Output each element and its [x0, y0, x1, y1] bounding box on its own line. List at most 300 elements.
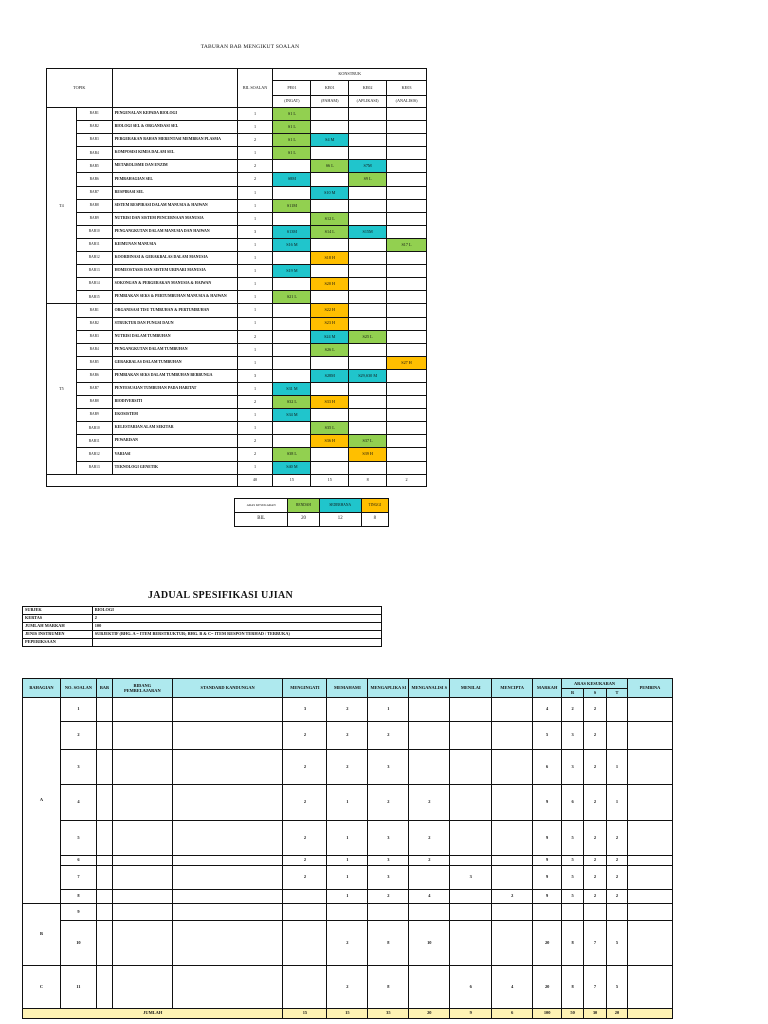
aras-r-cell: 8: [562, 966, 584, 1009]
table-row: [23, 698, 673, 722]
empty-cell: [562, 904, 584, 921]
chapter-code: BAB14: [76, 278, 112, 291]
question-count: 1: [237, 265, 273, 278]
question-count: 1: [237, 252, 273, 265]
bidang-cell: [112, 698, 172, 722]
question-count: 1: [237, 409, 273, 422]
cognitive-mark: 6: [450, 966, 492, 1009]
aras-s-cell: 2: [584, 785, 607, 821]
pe01-cell: S1 L: [273, 121, 311, 134]
chapter-name: PERGERAKAN BAHAN MERENTASI MEMBRAN PLASMA: [112, 134, 237, 147]
total-cognitive: 15: [327, 1009, 368, 1019]
chapter-code: BAB3: [76, 134, 112, 147]
pe01-cell: S13M: [273, 225, 311, 238]
ke01-cell: S28M: [311, 369, 349, 382]
ke03-cell: [387, 186, 427, 199]
aras-t-cell: 5: [607, 921, 628, 966]
chapter-name: GERAKBALAS DALAM TUMBUHAN: [112, 356, 237, 369]
bidang-cell: [112, 921, 172, 966]
distribution-title: TABURAN BAB MENGIKUT SOALAN: [200, 44, 300, 50]
cognitive-mark: 1: [327, 866, 368, 890]
bidang-cell: [112, 890, 172, 904]
total-r: 50: [562, 1009, 584, 1019]
cognitive-mark: 2: [409, 821, 450, 856]
ke03-cell: [387, 435, 427, 448]
chapter-code: BAB11: [76, 435, 112, 448]
ke02-cell: [349, 265, 387, 278]
table-row: [47, 369, 427, 382]
ke03-cell: [387, 304, 427, 317]
table-row: [23, 856, 673, 866]
aras-rendah-value: 20: [288, 513, 319, 527]
cognitive-mark: 2: [327, 722, 368, 750]
ke03-cell: [387, 212, 427, 225]
ke02-cell: [349, 147, 387, 160]
table-row: [47, 304, 427, 317]
cognitive-mark: 1: [327, 785, 368, 821]
empty-cell: [584, 904, 607, 921]
chapter-code: BAB9: [76, 409, 112, 422]
ke01-cell: [311, 448, 349, 461]
chapter-code: BAB7: [76, 382, 112, 395]
question-count: 2: [237, 160, 273, 173]
pe01-cell: [273, 304, 311, 317]
bidang-cell: [112, 856, 172, 866]
aras-s-cell: 2: [584, 890, 607, 904]
form-label: T5: [47, 304, 77, 474]
chapter-name: METABOLISME DAN ENZIM: [112, 160, 237, 173]
spec-table: [22, 678, 673, 1019]
table-row: [23, 607, 382, 615]
table-row: [47, 265, 427, 278]
cognitive-mark: 2: [492, 890, 533, 904]
bidang-cell: [112, 785, 172, 821]
ke01-cell: [311, 238, 349, 251]
cognitive-mark: 2: [409, 785, 450, 821]
markah-cell: 6: [533, 750, 562, 785]
bidang-cell: [112, 904, 172, 921]
cognitive-mark: [409, 750, 450, 785]
ke03-cell: [387, 382, 427, 395]
chapter-code: BAB10: [76, 225, 112, 238]
question-count: 1: [237, 278, 273, 291]
question-count: 1: [237, 212, 273, 225]
ke02-cell: [349, 278, 387, 291]
konstruk-header: KONSTRUK: [273, 69, 427, 81]
bab-cell: [96, 856, 112, 866]
aras-t-cell: 2: [607, 866, 628, 890]
chapter-name: BIOLOGI SEL & ORGANISASI SEL: [112, 121, 237, 134]
table-row: [47, 330, 427, 343]
markah-cell: 20: [533, 966, 562, 1009]
cognitive-mark: [283, 890, 327, 904]
chapter-name: SISTEM RESPIRASI DALAM MANUSIA & HAIWAN: [112, 199, 237, 212]
info-value: 100: [92, 623, 381, 631]
pe01-cell: [273, 317, 311, 330]
aras-sub-header: R: [562, 689, 584, 698]
ke02-cell: [349, 291, 387, 304]
total-markah: 100: [533, 1009, 562, 1019]
bab-cell: [96, 966, 112, 1009]
question-count: 1: [237, 317, 273, 330]
ke03-cell: [387, 422, 427, 435]
aras-sederhana-value: 12: [319, 513, 361, 527]
ke02-cell: [349, 252, 387, 265]
pembina-cell: [627, 966, 672, 1009]
table-row: [47, 382, 427, 395]
pe01-cell: [273, 356, 311, 369]
info-value: BIOLOGI: [92, 607, 381, 615]
table-row: [47, 474, 427, 486]
question-number: 7: [60, 866, 96, 890]
pe01-cell: S11M: [273, 199, 311, 212]
ke03-cell: S27 H: [387, 356, 427, 369]
pe01-cell: [273, 435, 311, 448]
empty-cell: [450, 904, 492, 921]
ke02-cell: S9 L: [349, 173, 387, 186]
chapter-name: KOMPOSISI KIMIA DALAM SEL: [112, 147, 237, 160]
ke01-cell: S33 H: [311, 396, 349, 409]
ke02-cell: [349, 108, 387, 121]
total-pembina: [627, 1009, 672, 1019]
ke02-cell: [349, 186, 387, 199]
standard-cell: [172, 890, 283, 904]
table-row: [23, 1009, 673, 1019]
cognitive-mark: [492, 785, 533, 821]
ke02-cell: S15M: [349, 225, 387, 238]
ke01-cell: [311, 265, 349, 278]
question-count: 2: [237, 448, 273, 461]
total-pe01: 15: [273, 474, 311, 486]
cognitive-mark: [492, 750, 533, 785]
cognitive-mark: [492, 821, 533, 856]
cognitive-mark: [450, 785, 492, 821]
pe01-cell: [273, 369, 311, 382]
chapter-code: BAB13: [76, 265, 112, 278]
pe01-cell: S31 M: [273, 382, 311, 395]
pe01-cell: [273, 186, 311, 199]
question-count: 1: [237, 422, 273, 435]
construct-code-k4: KE03: [387, 81, 427, 96]
ke03-cell: [387, 343, 427, 356]
standard-header: STANDARD KANDUNGAN: [172, 679, 283, 698]
chapter-name: KOORDINASI & GERAKBALAS DALAM MANUSIA: [112, 252, 237, 265]
table-row: [23, 785, 673, 821]
question-count: 2: [237, 435, 273, 448]
table-row: [47, 343, 427, 356]
ke02-cell: [349, 422, 387, 435]
cognitive-mark: 2: [283, 856, 327, 866]
pe01-cell: S32 L: [273, 396, 311, 409]
aras-t-cell: 1: [607, 785, 628, 821]
ke01-cell: S12 L: [311, 212, 349, 225]
chapter-name: HOMEOSTASIS DAN SISTEM URINARI MANUSIA: [112, 265, 237, 278]
cognitive-mark: 2: [327, 698, 368, 722]
chapter-name: ORGANISASI TISU TUMBUHAN & PERTUMBUHAN: [112, 304, 237, 317]
question-count: 2: [237, 134, 273, 147]
ke03-cell: [387, 199, 427, 212]
chapter-name: PENGANGKUTAN DALAM TUMBUHAN: [112, 343, 237, 356]
cognitive-mark: 1: [368, 698, 409, 722]
chapter-name: STRUKTUR DAN FUNGSI DAUN: [112, 317, 237, 330]
table-row: [47, 147, 427, 160]
aras-bil-label: BIL: [235, 513, 288, 527]
ke01-cell: [311, 291, 349, 304]
cognitive-mark: 2: [283, 750, 327, 785]
ke02-cell: [349, 304, 387, 317]
empty-cell: [533, 904, 562, 921]
ke03-cell: [387, 134, 427, 147]
ke01-cell: S10 M: [311, 186, 349, 199]
empty-cell: [409, 904, 450, 921]
info-value: SUBJEKTIF (BHG. A = ITEM BERSTRUKTUR; BHG. B & C= ITEM RESPON TERHAD / TERBUKA): [92, 631, 381, 639]
table-row: [47, 121, 427, 134]
chapter-code: BAB3: [76, 330, 112, 343]
ke02-cell: [349, 396, 387, 409]
table-row: [47, 212, 427, 225]
ke01-cell: S18 H: [311, 252, 349, 265]
aras-t-cell: [607, 722, 628, 750]
standard-cell: [172, 921, 283, 966]
total-t: 20: [607, 1009, 628, 1019]
cognitive-mark: 3: [368, 856, 409, 866]
table-row: [47, 435, 427, 448]
empty-cell: [368, 904, 409, 921]
aras-sederhana: SEDERHANA: [319, 499, 361, 513]
bab-cell: [96, 698, 112, 722]
cognitive-mark: 10: [409, 921, 450, 966]
cognitive-mark: 3: [368, 821, 409, 856]
question-number: 5: [60, 821, 96, 856]
table-row: [23, 679, 673, 689]
chapter-code: BAB11: [76, 238, 112, 251]
question-number: 8: [60, 890, 96, 904]
chapter-name: PEMBIAKAN SEKS DALAM TUMBUHAN BERBUNGA: [112, 369, 237, 382]
info-key: JENIS INSTRUMEN: [23, 631, 93, 639]
cognitive-mark: 8: [368, 921, 409, 966]
pe01-cell: S1 L: [273, 108, 311, 121]
pe01-cell: [273, 330, 311, 343]
table-row: [47, 461, 427, 474]
pe01-cell: S16 M: [273, 238, 311, 251]
table-row: [47, 291, 427, 304]
construct-code-k1: PE01: [273, 81, 311, 96]
cognitive-header: MENILAI: [450, 679, 492, 698]
chapter-name: PEWARISAN: [112, 435, 237, 448]
form-label: T4: [47, 108, 77, 304]
ke01-cell: S23 H: [311, 317, 349, 330]
question-count: 1: [237, 382, 273, 395]
bab-cell: [96, 750, 112, 785]
question-number: 9: [60, 904, 96, 921]
markah-cell: 5: [533, 722, 562, 750]
markah-header: MARKAH: [533, 679, 562, 698]
aras-r-cell: 5: [562, 856, 584, 866]
standard-cell: [172, 904, 283, 921]
total-ke02: 8: [349, 474, 387, 486]
ke02-cell: S29,S30 M: [349, 369, 387, 382]
chapter-code: BAB5: [76, 160, 112, 173]
empty-cell: [492, 904, 533, 921]
cognitive-mark: 2: [283, 821, 327, 856]
bahagian-header: BAHAGIAN: [23, 679, 61, 698]
aras-t-cell: 5: [607, 966, 628, 1009]
cognitive-mark: 2: [283, 785, 327, 821]
cognitive-mark: 4: [409, 890, 450, 904]
aras-tinggi: TINGGI: [361, 499, 388, 513]
chapter-name: EKOSISTEM: [112, 409, 237, 422]
pembina-cell: [627, 890, 672, 904]
bab-cell: [96, 904, 112, 921]
total-cognitive: 20: [409, 1009, 450, 1019]
question-count: 2: [237, 330, 273, 343]
aras-s-cell: 2: [584, 722, 607, 750]
table-row: [23, 904, 673, 921]
question-number: 6: [60, 856, 96, 866]
chapter-name: NUTRISI DALAM TUMBUHAN: [112, 330, 237, 343]
ke02-cell: [349, 461, 387, 474]
construct-level-k3s: (APLIKASI): [349, 96, 387, 108]
pe01-cell: [273, 343, 311, 356]
table-row: [47, 134, 427, 147]
cognitive-mark: [492, 866, 533, 890]
cognitive-mark: [409, 722, 450, 750]
aras-s-cell: 7: [584, 921, 607, 966]
pe01-cell: S1 L: [273, 134, 311, 147]
pe01-cell: S34 M: [273, 409, 311, 422]
table-row: [23, 615, 382, 623]
aras-rendah: RENDAH: [288, 499, 319, 513]
info-value: 2: [92, 615, 381, 623]
chapter-name: NUTRISI DAN SISTEM PENCERNAAN MANUSIA: [112, 212, 237, 225]
ke03-cell: [387, 448, 427, 461]
chapter-code: BAB6: [76, 369, 112, 382]
cognitive-mark: [450, 921, 492, 966]
construct-level-k4s: (ANALISIS): [387, 96, 427, 108]
chapter-code: BAB15: [76, 291, 112, 304]
ke03-cell: [387, 278, 427, 291]
cognitive-mark: [409, 966, 450, 1009]
pembina-cell: [627, 750, 672, 785]
table-row: [23, 750, 673, 785]
ke03-cell: [387, 108, 427, 121]
markah-cell: 20: [533, 921, 562, 966]
question-number: 2: [60, 722, 96, 750]
ke02-cell: [349, 343, 387, 356]
pembina-cell: [627, 722, 672, 750]
chapter-name: PEMBIAKAN SEKS & PERTUMBUHAN MANUSIA & HAIWAN: [112, 291, 237, 304]
chapter-code: BAB12: [76, 252, 112, 265]
topik-header: TOPIK: [47, 69, 113, 108]
question-count: 3: [237, 225, 273, 238]
table-row: [23, 631, 382, 639]
total-ke03: 2: [387, 474, 427, 486]
ke01-cell: S4 M: [311, 134, 349, 147]
markah-cell: 9: [533, 856, 562, 866]
cognitive-header: MEMAHAMI: [327, 679, 368, 698]
bab-cell: [96, 785, 112, 821]
cognitive-mark: [283, 921, 327, 966]
table-row: [47, 199, 427, 212]
ke02-cell: [349, 212, 387, 225]
empty-cell: [327, 904, 368, 921]
ke01-cell: S26 L: [311, 343, 349, 356]
chapter-name: RESPIRASI SEL: [112, 186, 237, 199]
total-ke01: 15: [311, 474, 349, 486]
table-row: [47, 186, 427, 199]
table-row: [47, 396, 427, 409]
ke02-cell: S37 L: [349, 435, 387, 448]
aras-s-cell: 7: [584, 966, 607, 1009]
question-count: 1: [237, 121, 273, 134]
bidang-cell: [112, 750, 172, 785]
question-count: 1: [237, 238, 273, 251]
section-label: C: [23, 966, 61, 1009]
standard-cell: [172, 722, 283, 750]
ke01-cell: [311, 108, 349, 121]
pe01-cell: S1 L: [273, 147, 311, 160]
standard-cell: [172, 966, 283, 1009]
chapter-code: BAB12: [76, 448, 112, 461]
bidang-cell: [112, 821, 172, 856]
question-count: 1: [237, 199, 273, 212]
table-row: [47, 252, 427, 265]
ke03-cell: [387, 291, 427, 304]
cognitive-mark: [492, 722, 533, 750]
question-count: 1: [237, 304, 273, 317]
ke01-cell: [311, 409, 349, 422]
section-label: B: [23, 904, 61, 966]
table-row: [47, 108, 427, 121]
cognitive-mark: [492, 856, 533, 866]
chapter-name: SOKONGAN & PERGERAKAN MANUSIA & HAIWAN: [112, 278, 237, 291]
cognitive-mark: 2: [368, 722, 409, 750]
question-count: 1: [237, 291, 273, 304]
table-row: [47, 409, 427, 422]
aras-sub-header: S: [584, 689, 607, 698]
chapter-code: BAB8: [76, 199, 112, 212]
cognitive-mark: 2: [283, 722, 327, 750]
ke03-cell: [387, 396, 427, 409]
cognitive-mark: 4: [492, 966, 533, 1009]
standard-cell: [172, 866, 283, 890]
table-row: [47, 278, 427, 291]
chapter-distribution-table: [46, 68, 427, 487]
ke03-cell: [387, 461, 427, 474]
aras-label: ARAS KESUKARAN: [235, 499, 288, 513]
bab-cell: [96, 921, 112, 966]
pe01-cell: S38 L: [273, 448, 311, 461]
table-row: [47, 160, 427, 173]
ke03-cell: [387, 173, 427, 186]
ke02-cell: [349, 317, 387, 330]
exam-info-table: [22, 606, 382, 647]
cognitive-mark: 2: [327, 966, 368, 1009]
chapter-name: PENGENALAN KEPADA BIOLOGI: [112, 108, 237, 121]
ke03-cell: [387, 147, 427, 160]
ke02-cell: [349, 409, 387, 422]
bab-cell: [96, 866, 112, 890]
bab-header: BAB: [96, 679, 112, 698]
ke01-cell: [311, 147, 349, 160]
cognitive-header: MENGAPLIKA SI: [368, 679, 409, 698]
construct-code-k3: KE02: [349, 81, 387, 96]
ke02-cell: S7M: [349, 160, 387, 173]
chapter-code: BAB4: [76, 343, 112, 356]
table-row: [47, 317, 427, 330]
pe01-cell: [273, 212, 311, 225]
no-soalan-header: NO. SOALAN: [60, 679, 96, 698]
